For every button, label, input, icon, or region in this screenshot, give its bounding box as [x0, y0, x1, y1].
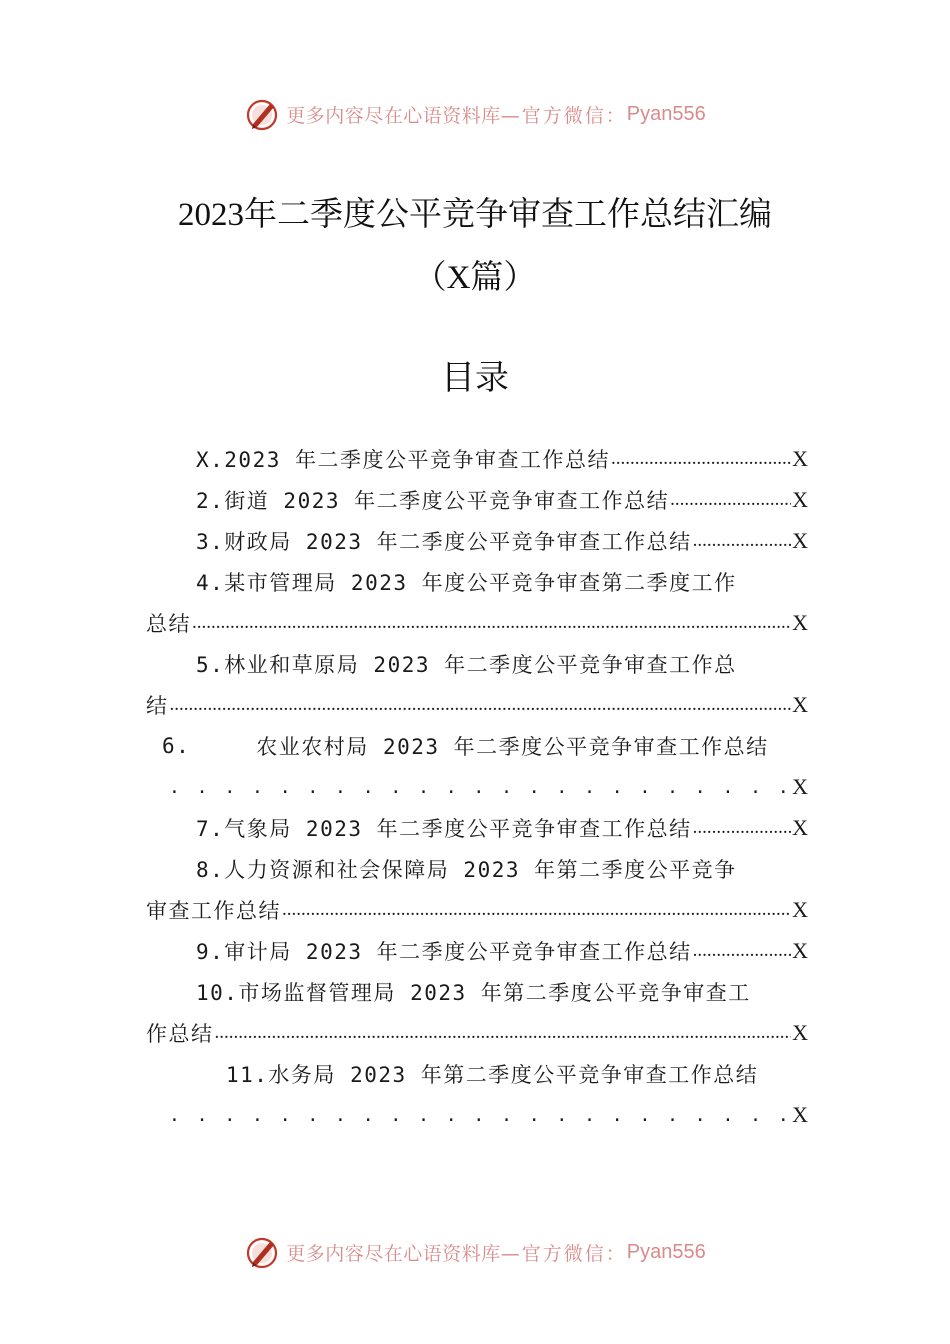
banner-lead-text: 更多内容尽在心语资料库: [286, 1242, 501, 1265]
toc-page-number: X: [792, 446, 808, 471]
toc-page-number: X: [792, 1102, 808, 1127]
toc-leader-dots: [169, 1105, 791, 1126]
toc-entry-3[interactable]: [196, 521, 808, 561]
toc-entry-10-cont[interactable]: [146, 1013, 808, 1053]
banner-mid-text: —官方微信：: [500, 1242, 627, 1265]
toc-entry-6-cont[interactable]: [168, 767, 808, 807]
toc-leader-dots: [693, 530, 791, 552]
toc-entry-1[interactable]: [196, 439, 808, 479]
toc-leader-dots: [611, 448, 791, 470]
toc-leader-dots: [169, 777, 791, 798]
toc-entry-text-continued: 审查工作总结: [146, 899, 281, 923]
toc-entry-11[interactable]: [226, 1054, 808, 1094]
toc-entry-number: 6.: [162, 734, 191, 758]
toc-leader-dots: [693, 817, 791, 839]
toc-entry-text: 3.财政局 2023 年二季度公平竞争审查工作总结: [196, 530, 692, 554]
toc-entry-2[interactable]: [196, 480, 808, 520]
toc-leader-dots: [670, 489, 791, 511]
toc-entry-8-cont[interactable]: [146, 890, 808, 930]
toc-entry-8[interactable]: [196, 849, 808, 889]
document-title: 2023年二季度公平竞争审查工作总结汇编: [178, 197, 772, 233]
toc-entry-9[interactable]: [196, 931, 808, 971]
toc-page-number: X: [792, 815, 808, 840]
toc-page-number: X: [792, 897, 808, 922]
toc-page-number: X: [792, 774, 808, 799]
toc-entry-text: 10.市场监督管理局 2023 年第二季度公平竞争审查工: [196, 981, 751, 1005]
banner-wechat-handle: Pyan556: [626, 1240, 706, 1263]
toc-entry-5-cont[interactable]: [146, 685, 808, 725]
toc-page-number: X: [792, 1020, 808, 1045]
toc-entry-text: 2.街道 2023 年二季度公平竞争审查工作总结: [196, 489, 670, 513]
toc-entry-text: 9.审计局 2023 年二季度公平竞争审查工作总结: [196, 940, 692, 964]
toc-page-number: X: [792, 528, 808, 553]
toc-page-number: X: [792, 692, 808, 717]
toc-entry-text-continued: 作总结: [146, 1022, 214, 1046]
toc-entry-7[interactable]: [196, 808, 808, 848]
toc-entry-5[interactable]: [196, 644, 808, 684]
toc-entry-text-continued: 总结: [146, 612, 191, 636]
toc-leader-dots: [170, 694, 792, 716]
toc-page-number: X: [792, 610, 808, 635]
toc-entry-text: 5.林业和草原局 2023 年二季度公平竞争审查工作总: [196, 653, 737, 677]
banner-wechat-handle: Pyan556: [626, 102, 706, 125]
toc-leader-dots: [282, 899, 791, 921]
toc-entry-6[interactable]: [162, 726, 808, 766]
document-subtitle: （X篇）: [413, 260, 537, 296]
toc-heading: 目录: [441, 358, 509, 398]
footer-watermark-banner: [0, 1227, 950, 1277]
toc-entry-4-cont[interactable]: [146, 603, 808, 643]
toc-entry-text: 11.水务局 2023 年第二季度公平竞争审查工作总结: [226, 1063, 759, 1087]
toc-page-number: X: [792, 487, 808, 512]
toc-entry-text: 8.人力资源和社会保障局 2023 年第二季度公平竞争: [196, 858, 737, 882]
banner-lead-text: 更多内容尽在心语资料库: [286, 104, 501, 127]
toc-entry-text: 7.气象局 2023 年二季度公平竞争审查工作总结: [196, 817, 692, 841]
toc-leader-dots: [192, 612, 791, 634]
header-watermark-banner: [0, 89, 950, 139]
toc-leader-dots: [693, 940, 791, 962]
pen-seal-logo-icon: [244, 1234, 280, 1270]
toc-page-number: X: [792, 938, 808, 963]
banner-mid-text: —官方微信：: [500, 104, 627, 127]
toc-entry-11-cont[interactable]: [168, 1095, 808, 1135]
toc-entry-text-continued: 结: [146, 694, 169, 718]
pen-seal-logo-icon: [244, 96, 280, 132]
toc-entry-text: 农业农村局 2023 年二季度公平竞争审查工作总结: [256, 735, 769, 759]
toc-entry-text: X.2023 年二季度公平竞争审查工作总结: [196, 448, 611, 472]
toc-leader-dots: [215, 1022, 792, 1044]
toc-entry-4[interactable]: [196, 562, 808, 602]
toc-entry-text: 4.某市管理局 2023 年度公平竞争审查第二季度工作: [196, 571, 737, 595]
toc-entry-10[interactable]: [196, 972, 808, 1012]
